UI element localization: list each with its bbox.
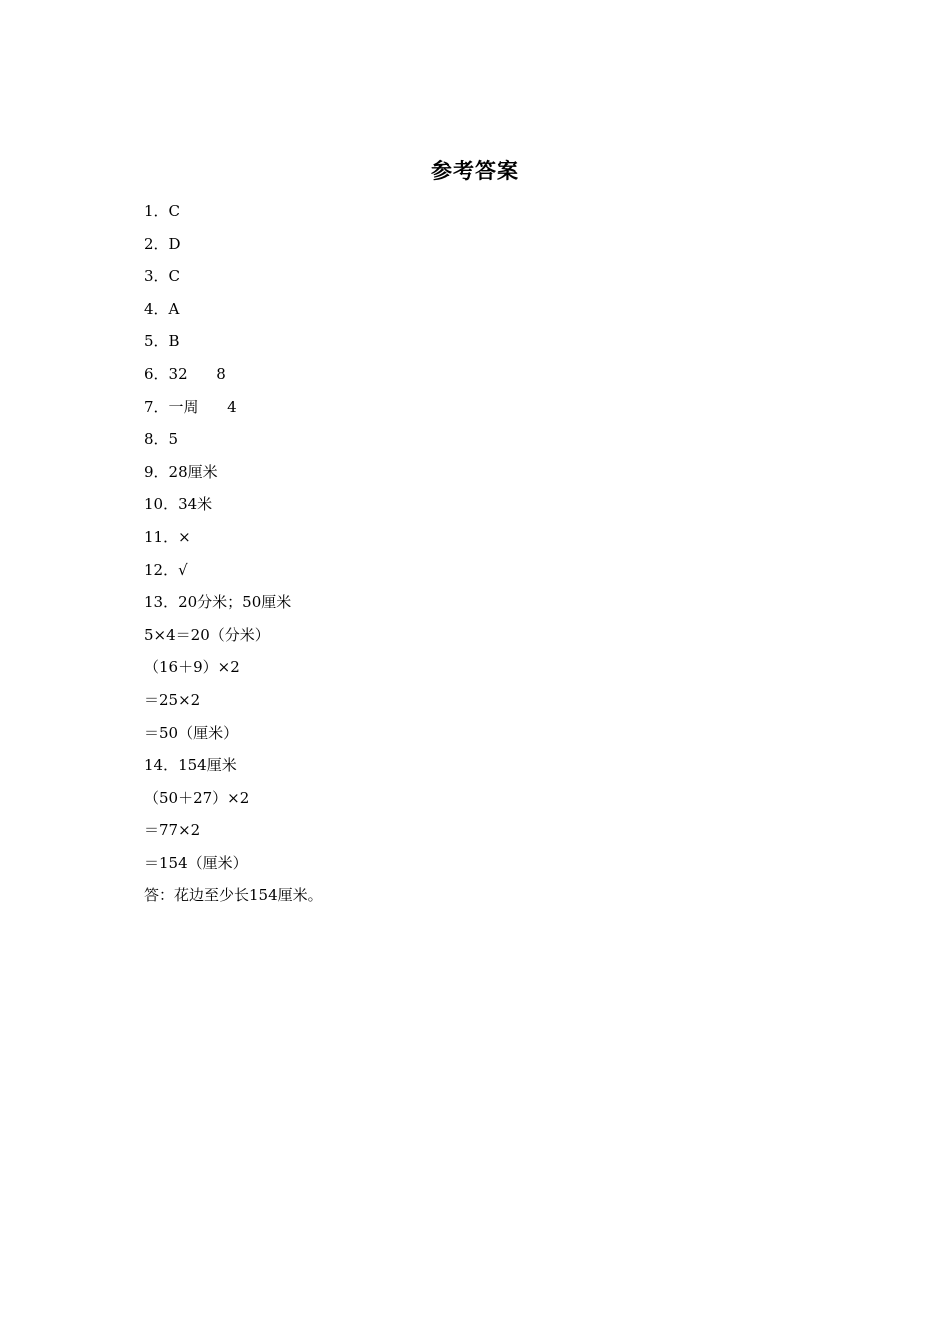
answer-line: 2．D (144, 234, 181, 253)
answer-line: 6．32 8 (144, 364, 226, 383)
answer-line: 7．一周 4 (144, 397, 237, 416)
answer-line: 5×4＝20（分米） (144, 625, 270, 644)
answer-line: 1．C (144, 202, 181, 220)
answer-line: 14．154厘米 (144, 756, 237, 775)
answer-line: 10．34米 (144, 495, 213, 514)
answer-line: 5．B (144, 332, 180, 351)
answer-line: ＝77×2 (144, 821, 201, 840)
page-title: 参考答案 (431, 159, 519, 183)
answer-line: 13．20分米；50厘米 (144, 593, 292, 612)
answer-line: 9．28厘米 (144, 462, 218, 481)
answer-line: ＝154（厘米） (144, 853, 248, 872)
answer-line: ＝50（厘米） (144, 723, 239, 742)
answer-line: 8．5 (144, 430, 179, 449)
answer-line: 答：花边至少长154厘米。 (144, 886, 323, 905)
answer-line: （50＋27）×2 (144, 788, 250, 807)
answer-line: 4．A (144, 299, 180, 318)
answer-line: 11．× (144, 527, 191, 546)
answer-line: 12．√ (144, 560, 188, 579)
answer-line: （16＋9）×2 (144, 658, 240, 677)
answer-line: ＝25×2 (144, 690, 201, 709)
answer-line: 3．C (144, 267, 181, 286)
answer-list (144, 198, 323, 915)
